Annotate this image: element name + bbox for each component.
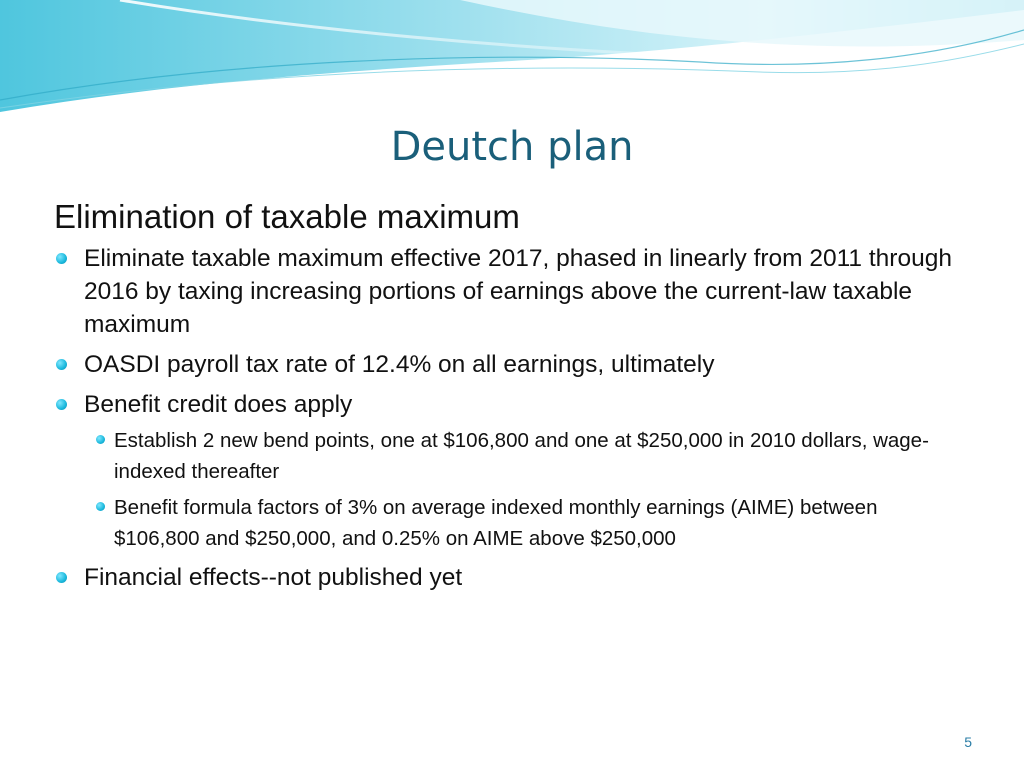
bullet-icon (56, 359, 67, 370)
slide-title: Deutch plan (390, 124, 634, 170)
sub-bullet-text: Benefit formula factors of 3% on average indexed monthly earnings (AIME) between $106,800 and $250,000, and 0.25% on AIME above $250,000 (114, 496, 878, 550)
bullet-icon (96, 435, 105, 444)
bullet-text: Benefit credit does apply (84, 391, 353, 418)
bullet-item (54, 388, 954, 554)
bullet-text: OASDI payroll tax rate of 12.4% on all earnings, ultimately (84, 351, 715, 378)
bullet-item (54, 348, 954, 381)
bullet-icon (96, 502, 105, 511)
bullet-item (54, 242, 954, 341)
slide-content (54, 196, 954, 601)
sub-bullet-item (96, 425, 954, 487)
section-heading: Elimination of taxable maximum (54, 198, 520, 235)
bullet-icon (56, 399, 67, 410)
bullet-text: Financial effects--not published yet (84, 564, 463, 591)
page-number: 5 (964, 734, 972, 750)
bullet-icon (56, 572, 67, 583)
bullet-list (54, 242, 954, 594)
sub-bullet-item (96, 492, 954, 554)
sub-bullet-text: Establish 2 new bend points, one at $106,800 and one at $250,000 in 2010 dollars, wage-indexed thereafter (114, 429, 929, 483)
bullet-icon (56, 253, 67, 264)
sub-bullet-list (96, 425, 954, 554)
bullet-item (54, 561, 954, 594)
header-wave-decoration (0, 0, 1024, 130)
bullet-text: Eliminate taxable maximum effective 2017, phased in linearly from 2011 through 2016 by taxing increasing portions of earnings above the current-law taxable maximum (84, 245, 952, 338)
